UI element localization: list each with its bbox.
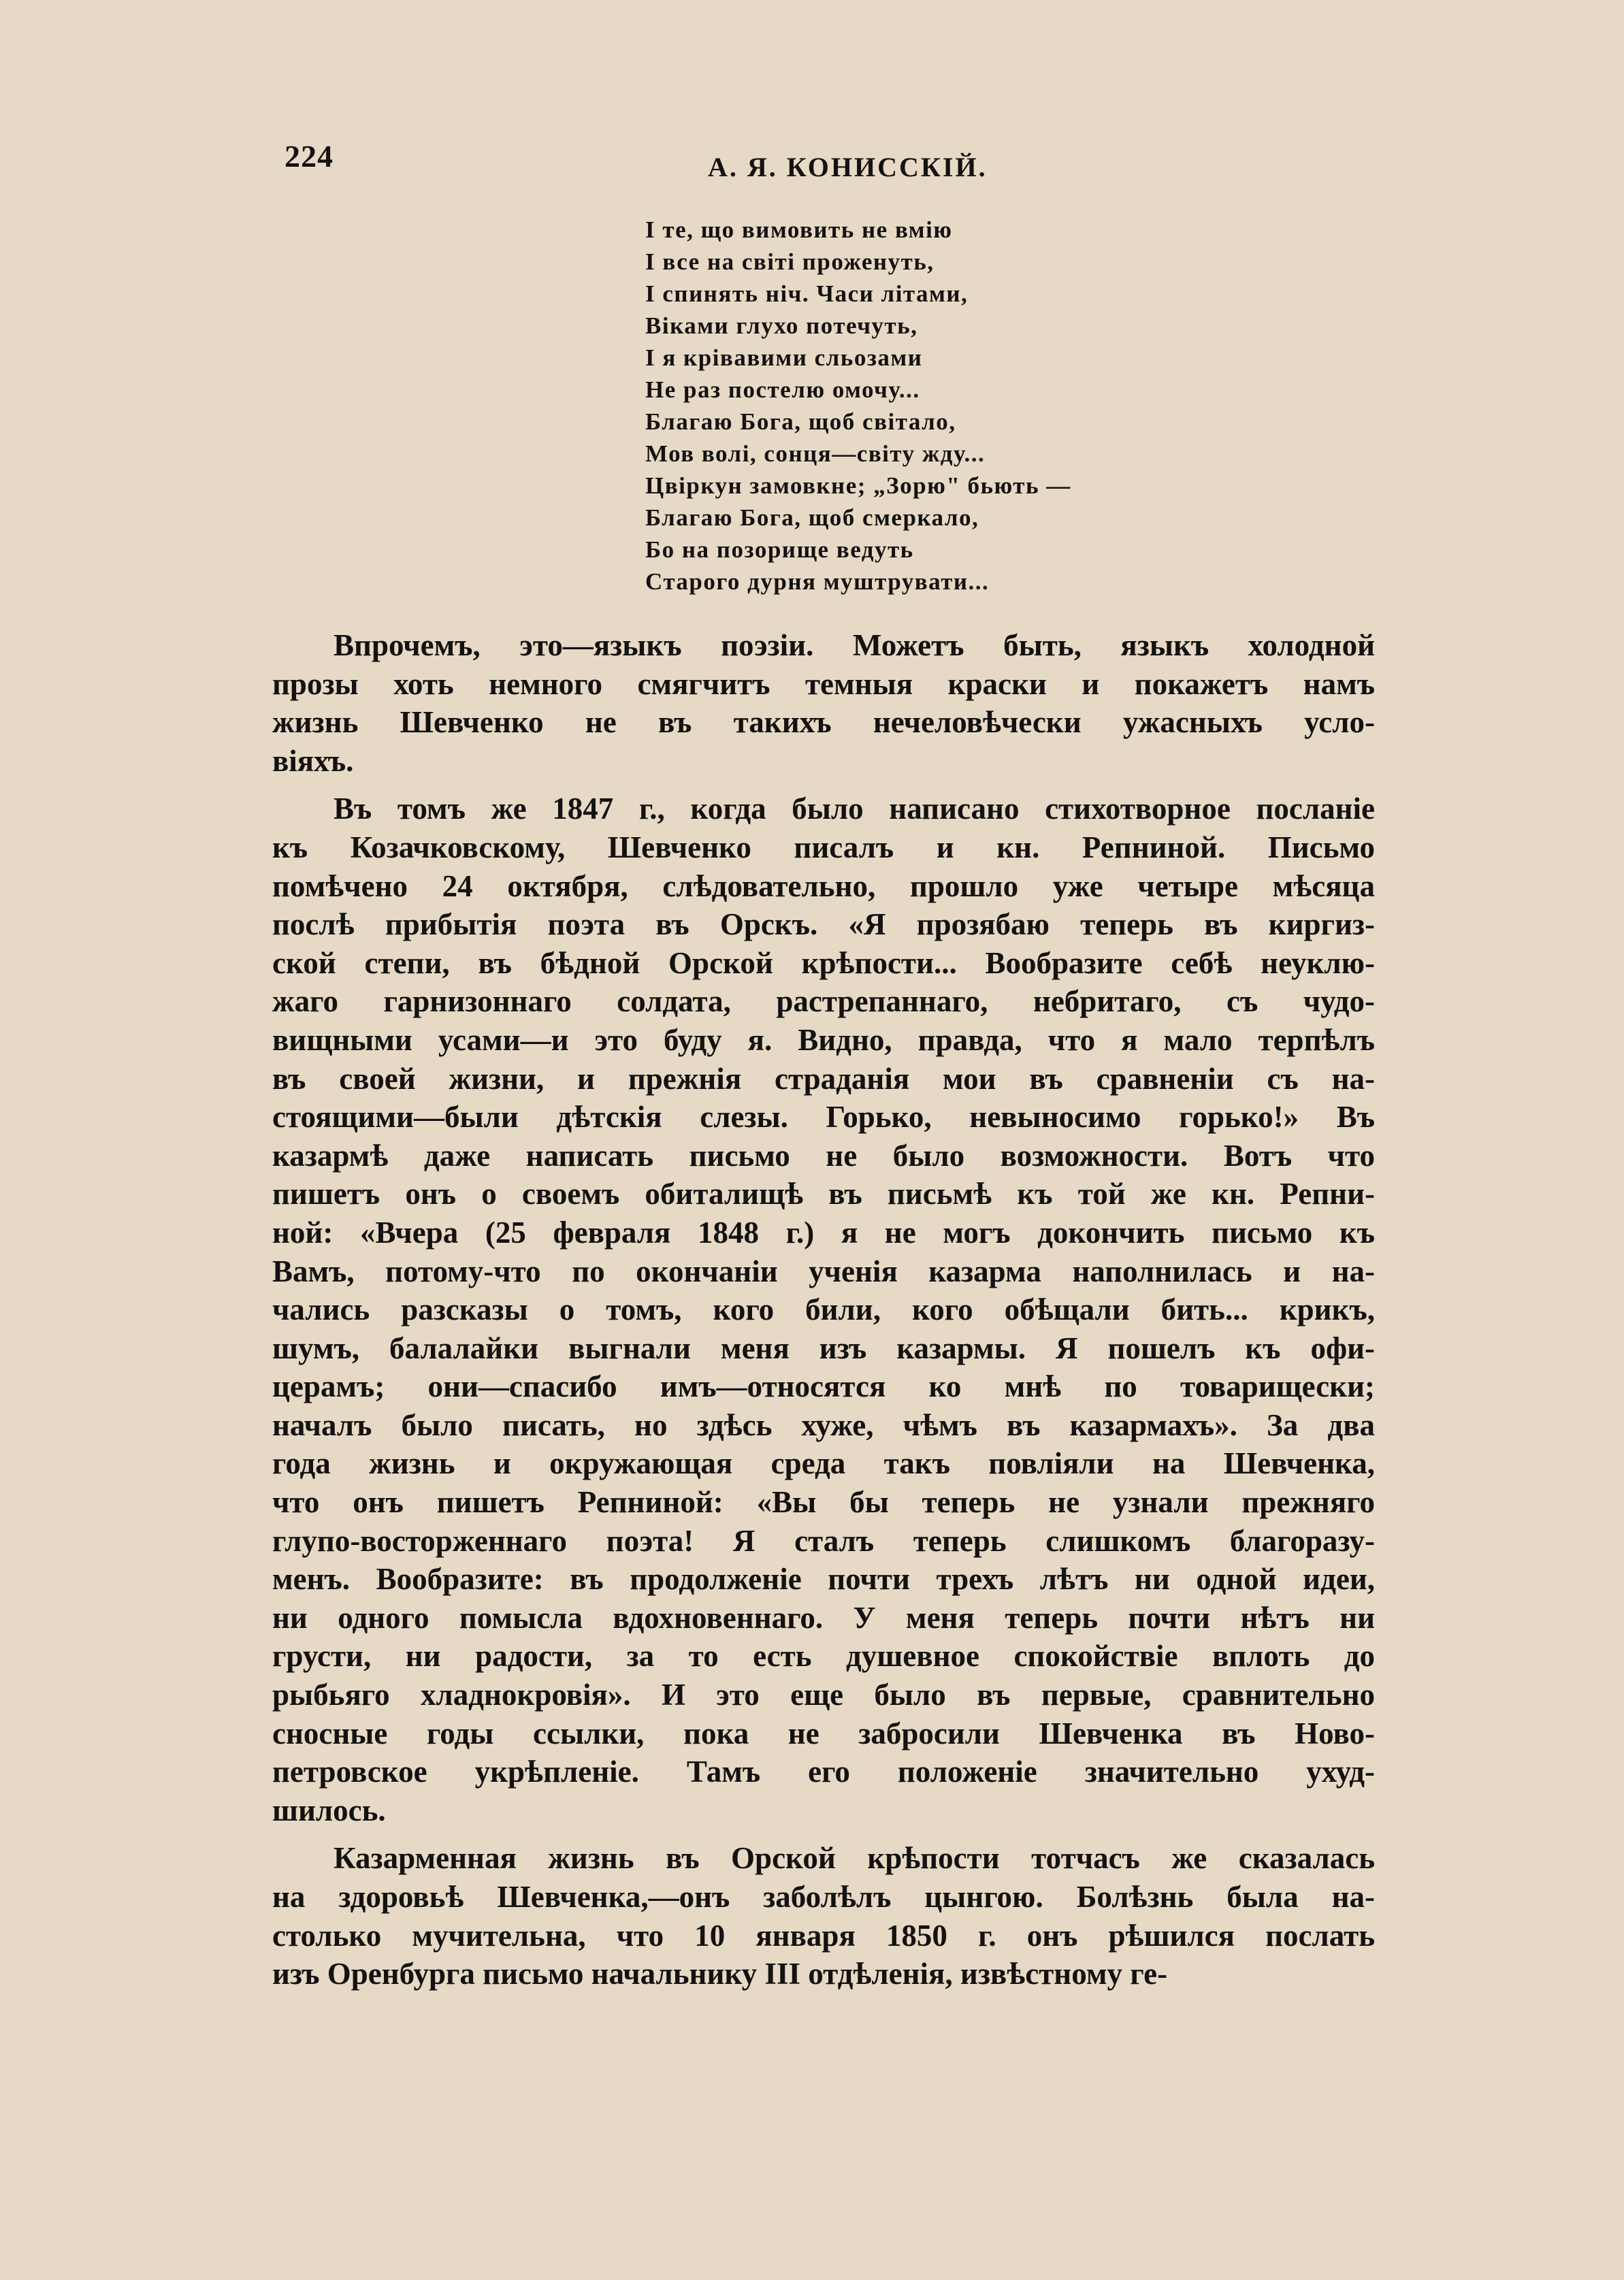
text-line: рыбьяго хладнокровія». И это еще было въ первые, сравнительно xyxy=(272,1678,1375,1712)
poem-line: Бо на позорище ведуть xyxy=(645,536,914,563)
poem-line: І все на світі проженуть, xyxy=(645,248,935,275)
prose-body xyxy=(272,626,1375,2003)
poem-line: Старого дурня муштрувати... xyxy=(645,568,990,595)
text-line: віяхъ. xyxy=(272,743,354,778)
text-line: прозы хоть немного смягчитъ темныя краски и покажетъ намъ xyxy=(272,666,1375,701)
poem-line: Мов волі, сонця—світу жду... xyxy=(645,440,986,467)
text-line: къ Козачковскому, Шевченко писалъ и кн. Репниной. Письмо xyxy=(272,830,1375,864)
text-line: шумъ, балалайки выгнали меня изъ казармы. Я пошелъ къ офи- xyxy=(272,1331,1375,1365)
poem-line: І те, що вимовить не вмію xyxy=(645,216,953,243)
text-line: ни одного помысла вдохновеннаго. У меня теперь почти нѣтъ ни xyxy=(272,1600,1375,1635)
poem-line: Цвіркун замовкне; „Зорю" бьють — xyxy=(645,472,1071,499)
paragraph xyxy=(272,626,1375,780)
poem xyxy=(645,214,1071,598)
text-line: жизнь Шевченко не въ такихъ нечеловѣчески ужасныхъ усло- xyxy=(272,705,1375,740)
poem-line: Віками глухо потечуть, xyxy=(645,312,918,339)
text-line: церамъ; они—спасибо имъ—относятся ко мнѣ по товарищески; xyxy=(272,1369,1375,1404)
text-line: чались разсказы о томъ, кого били, кого обѣщали бить... крикъ, xyxy=(272,1292,1375,1327)
poem-line: Благаю Бога, щоб смеркало, xyxy=(645,504,979,531)
paragraph xyxy=(272,789,1375,1829)
text-line: Въ томъ же 1847 г., когда было написано стихотворное посланіе xyxy=(334,792,1375,826)
poem-line: Благаю Бога, щоб світало, xyxy=(645,408,956,435)
poem-line: І я крівавими сльозами xyxy=(645,344,923,371)
text-line: Впрочемъ, это—языкъ поэзіи. Можетъ быть, языкъ холодной xyxy=(334,628,1375,662)
text-line: стоящими—были дѣтскія слезы. Горько, невыносимо горько!» Въ xyxy=(272,1100,1375,1135)
text-line: изъ Оренбурга письмо начальнику III отдѣленія, извѣстному ге- xyxy=(272,1957,1168,1991)
text-line: Казарменная жизнь въ Орской крѣпости тотчасъ же сказалась xyxy=(334,1841,1375,1876)
paragraph xyxy=(272,1839,1375,1993)
text-line: грусти, ни радости, за то есть душевное спокойствіе вплоть до xyxy=(272,1639,1375,1674)
text-line: пишетъ онъ о своемъ обиталищѣ въ письмѣ къ той же кн. Репни- xyxy=(272,1177,1375,1211)
text-line: шилось. xyxy=(272,1793,386,1827)
text-line: послѣ прибытія поэта въ Орскъ. «Я прозябаю теперь въ киргиз- xyxy=(272,907,1375,942)
text-line: ской степи, въ бѣдной Орской крѣпости... Вообразите себѣ неуклю- xyxy=(272,945,1375,980)
text-line: столько мучительна, что 10 января 1850 г. онъ рѣшился послать xyxy=(272,1918,1375,1953)
text-line: петровское укрѣпленіе. Тамъ его положеніе значительно ухуд- xyxy=(272,1755,1375,1789)
text-line: что онъ пишетъ Репниной: «Вы бы теперь не узнали прежняго xyxy=(272,1485,1375,1520)
running-title: А. Я. КОНИССКІЙ. xyxy=(708,152,988,182)
text-line: на здоровьѣ Шевченка,—онъ заболѣлъ цынгою. Болѣзнь была на- xyxy=(272,1880,1375,1914)
text-line: началъ было писать, но здѣсь хуже, чѣмъ въ казармахъ». За два xyxy=(272,1407,1375,1442)
text-line: менъ. Вообразите: въ продолженіе почти трехъ лѣтъ ни одной идеи, xyxy=(272,1562,1375,1597)
text-line: казармѣ даже написать письмо не было возможности. Вотъ что xyxy=(272,1138,1375,1173)
text-line: ной: «Вчера (25 февраля 1848 г.) я не могъ докончить письмо къ xyxy=(272,1215,1375,1250)
poem-line: Не раз постелю омочу... xyxy=(645,376,920,403)
text-line: глупо-восторженнаго поэта! Я сталъ теперь слишкомъ благоразу- xyxy=(272,1523,1375,1558)
text-line: вищными усами—и это буду я. Видно, правда, что я мало терпѣлъ xyxy=(272,1022,1375,1057)
text-line: Вамъ, потому-что по окончаніи ученія казарма наполнилась и на- xyxy=(272,1254,1375,1288)
poem-line: І спинять ніч. Часи літами, xyxy=(645,280,969,307)
page-number: 224 xyxy=(285,139,334,174)
text-line: помѣчено 24 октября, слѣдовательно, прошло уже четыре мѣсяца xyxy=(272,868,1375,903)
text-line: въ своей жизни, и прежнія страданія мои въ сравненіи съ на- xyxy=(272,1061,1375,1096)
text-line: жаго гарнизоннаго солдата, растрепаннаго, небритаго, съ чудо- xyxy=(272,984,1375,1019)
text-line: сносные годы ссылки, пока не забросили Шевченка въ Ново- xyxy=(272,1716,1375,1750)
text-line: года жизнь и окружающая среда такъ повліяли на Шевченка, xyxy=(272,1446,1375,1481)
